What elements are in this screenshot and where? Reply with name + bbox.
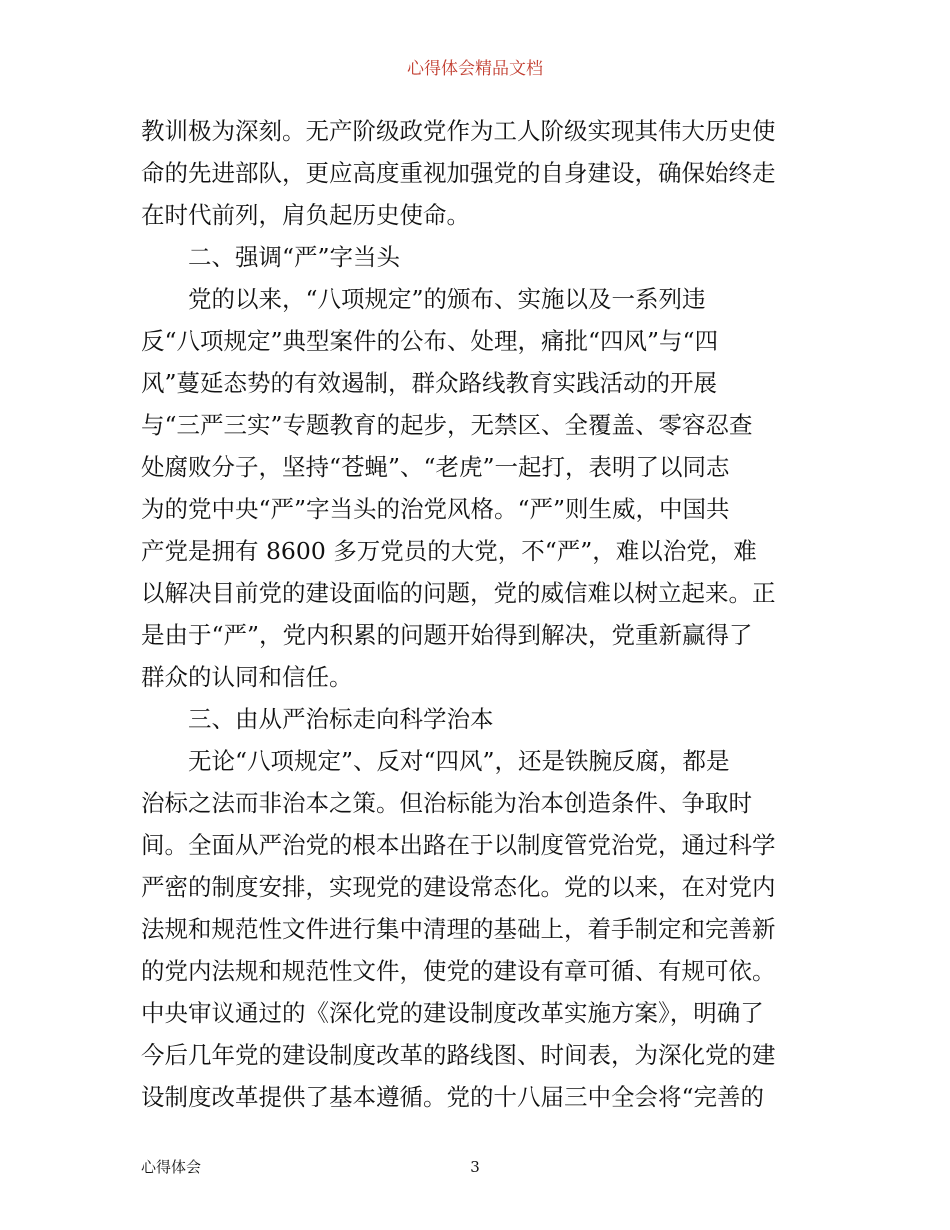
- section-heading: 三、由从严治标走向科学治本: [188, 705, 494, 733]
- body-line: 产党是拥有 8600 多万党员的大党，不“严”，难以治党，难: [141, 537, 757, 565]
- body-line: 治标之法而非治本之策。但治标能为治本创造条件、争取时: [141, 789, 752, 817]
- body-line: 与“三严三实”专题教育的起步，无禁区、全覆盖、零容忍查: [141, 411, 753, 439]
- body-line: 风”蔓延态势的有效遏制，群众路线教育实践活动的开展: [141, 369, 718, 397]
- body-line: 设制度改革提供了基本遵循。党的十八届三中全会将“完善的: [141, 1083, 765, 1111]
- body-line: 反“八项规定”典型案件的公布、处理，痛批“四风”与“四: [141, 327, 719, 355]
- body-line: 严密的制度安排，实现党的建设常态化。党的以来，在对党内: [141, 873, 776, 901]
- body-line: 教训极为深刻。无产阶级政党作为工人阶级实现其伟大历史使: [141, 117, 776, 145]
- footer-label: 心得体会: [141, 1158, 202, 1176]
- body-line: 在时代前列，肩负起历史使命。: [141, 201, 470, 229]
- body-line: 命的先进部队，更应高度重视加强党的自身建设，确保始终走: [141, 159, 776, 187]
- body-line: 今后几年党的建设制度改革的路线图、时间表，为深化党的建: [141, 1041, 776, 1069]
- body-line: 是由于“严”，党内积累的问题开始得到解决，党重新赢得了: [141, 621, 753, 649]
- body-line: 中央审议通过的《深化党的建设制度改革实施方案》，明确了: [141, 999, 764, 1027]
- body-line: 党的以来，“八项规定”的颁布、实施以及一系列违: [188, 285, 706, 313]
- section-heading: 二、强调“严”字当头: [188, 243, 401, 271]
- body-line: 间。全面从严治党的根本出路在于以制度管党治党，通过科学: [141, 831, 776, 859]
- body-line: 群众的认同和信任。: [141, 663, 353, 691]
- body-line: 处腐败分子，坚持“苍蝇”、“老虎”一起打，表明了以同志: [141, 453, 730, 481]
- body-line: 以解决目前党的建设面临的问题，党的威信难以树立起来。正: [141, 579, 776, 607]
- body-line: 法规和规范性文件进行集中清理的基础上，着手制定和完善新: [141, 915, 776, 943]
- page-number: 3: [470, 1158, 480, 1176]
- page-header-title: 心得体会精品文档: [407, 59, 543, 79]
- body-line: 无论“八项规定”、反对“四风”，还是铁腕反腐，都是: [188, 747, 730, 775]
- body-line: 为的党中央“严”字当头的治党风格。“严”则生威，中国共: [141, 495, 730, 523]
- body-line: 的党内法规和规范性文件，使党的建设有章可循、有规可依。: [141, 957, 776, 985]
- document-body: [141, 110, 811, 1118]
